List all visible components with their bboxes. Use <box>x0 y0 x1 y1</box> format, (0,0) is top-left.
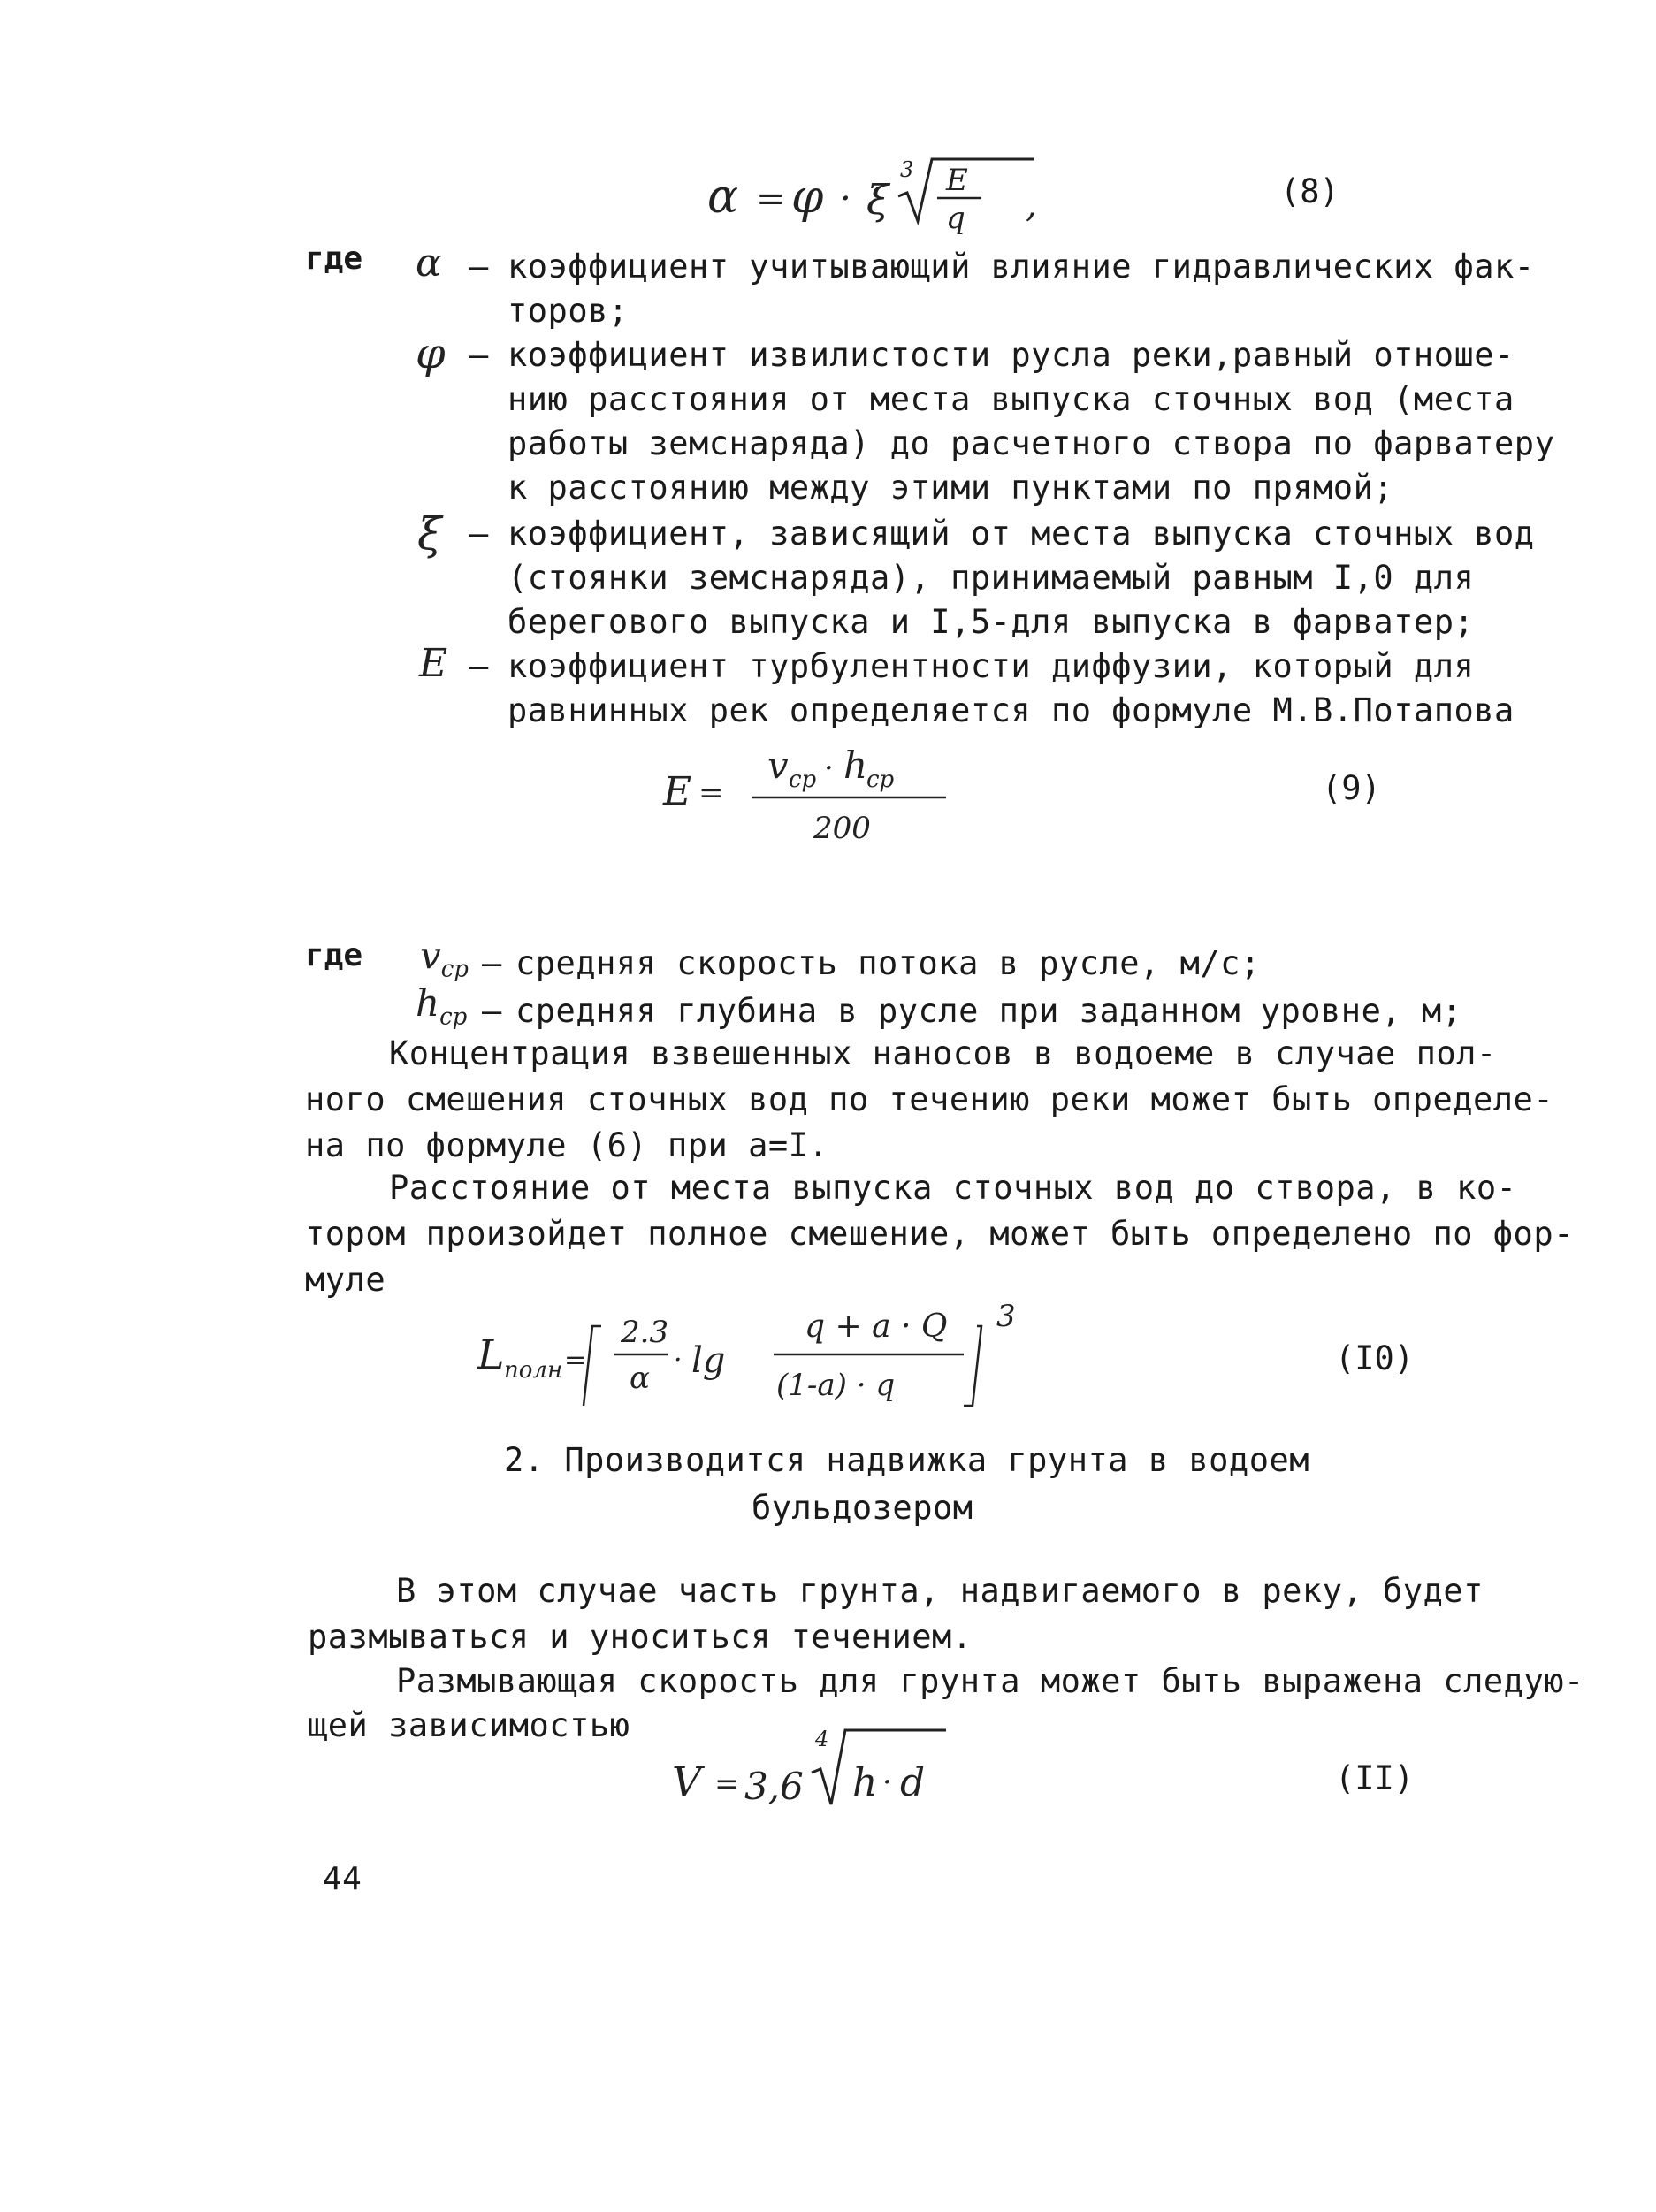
formula-10 <box>469 1291 1052 1423</box>
paragraph-4-line-1: Размывающая скорость для грунта может быть выражена следую- <box>396 1662 1584 1700</box>
formula-9-number: (9) <box>1322 769 1381 807</box>
paragraph-3-line-1: В этом случае часть грунта, надвигаемого в реку, будет <box>396 1572 1484 1610</box>
paragraph-3-line-2: размываться и уноситься течением. <box>308 1618 973 1656</box>
dash-2: – <box>469 336 489 374</box>
svg-text:α: α <box>630 1361 650 1396</box>
paragraph-1-line-2: ного смешения сточных вод по течению реки может быть определе- <box>305 1080 1554 1118</box>
svg-text:h: h <box>843 744 868 787</box>
svg-text:полн: полн <box>504 1357 563 1384</box>
svg-text:=: = <box>564 1345 587 1376</box>
definition-phi-line-4: к расстоянию между этими пунктами по прямой; <box>507 469 1394 507</box>
definition-alpha-line-1: коэффициент учитывающий влияние гидравлических фак- <box>507 248 1535 286</box>
symbol-v-cp: $v_{cp}$ <box>420 934 469 983</box>
paragraph-2-line-1: Расстояние от места выпуска сточных вод до створа, в ко- <box>389 1169 1517 1207</box>
symbol-xi: ξ <box>417 508 442 560</box>
definition-xi-line-3: берегового выпуска и I,5-для выпуска в фарватер; <box>507 603 1475 641</box>
dash-4: – <box>469 647 489 685</box>
svg-text:=: = <box>698 775 724 811</box>
svg-text:200: 200 <box>813 811 871 846</box>
definition-phi-line-1: коэффициент извилистости русла реки,равный отноше- <box>507 336 1515 374</box>
svg-text:·: · <box>840 179 851 219</box>
section-heading-line-1: 2. Производится надвижка грунта в водоем <box>504 1441 1310 1479</box>
section-heading-line-2: бульдозером <box>752 1489 973 1527</box>
svg-text:d: d <box>900 1760 926 1805</box>
svg-text:E: E <box>663 769 692 814</box>
svg-text:3: 3 <box>996 1299 1016 1334</box>
paragraph-1-line-3: на по формуле (6) при а=I. <box>305 1126 829 1164</box>
svg-text:·: · <box>674 1345 683 1376</box>
definition-e-line-1: коэффициент турбулентности диффузии, который для <box>507 647 1475 685</box>
dash-1: – <box>469 248 489 286</box>
svg-text:=: = <box>756 179 786 219</box>
definition-xi-line-1: коэффициент, зависящий от места выпуска сточных вод <box>507 515 1535 553</box>
svg-text:3,6: 3,6 <box>744 1765 804 1808</box>
symbol-h-cp: $h_{cp}$ <box>416 981 468 1031</box>
svg-text:2.3: 2.3 <box>621 1315 669 1350</box>
svg-text:(1-a) · q: (1-a) · q <box>776 1368 896 1403</box>
definition-e-line-2: равнинных рек определяется по формуле М.В.Потапова <box>507 691 1515 729</box>
page-number: 44 <box>323 1861 362 1897</box>
paragraph-4-line-2: щей зависимостью <box>308 1706 630 1744</box>
svg-text:q + a · Q: q + a · Q <box>805 1308 948 1345</box>
svg-text:q: q <box>946 201 965 236</box>
svg-text:v: v <box>767 744 789 787</box>
svg-text:·: · <box>882 1765 892 1800</box>
definition-h-cp: средняя глубина в русле при заданном уровне, м; <box>515 992 1462 1030</box>
symbol-alpha: α <box>416 240 442 286</box>
definition-alpha-line-2: торов; <box>507 292 629 330</box>
dash-3: – <box>469 515 489 553</box>
svg-text:ξ: ξ <box>866 176 889 224</box>
svg-text:h: h <box>852 1760 878 1805</box>
symbol-phi: φ <box>416 329 446 378</box>
formula-11-number: (II) <box>1335 1759 1415 1797</box>
svg-text:φ: φ <box>791 171 824 224</box>
formula-8 <box>690 141 1096 239</box>
svg-text:,: , <box>1026 185 1037 225</box>
paragraph-1-line-1: Концентрация взвешенных наносов в водоеме в случае пол- <box>389 1034 1497 1072</box>
svg-text:lg: lg <box>691 1340 726 1381</box>
definition-phi-line-2: нию расстояния от места выпуска сточных вод (места <box>507 380 1515 418</box>
formula-8-alpha: α <box>707 171 739 224</box>
svg-text:=: = <box>714 1766 740 1802</box>
formula-11 <box>663 1720 999 1817</box>
definition-phi-line-3: работы земснаряда) до расчетного створа по фарватеру <box>507 424 1555 462</box>
svg-text:L: L <box>477 1331 505 1378</box>
svg-text:cp: cp <box>789 767 817 793</box>
formula-8-number: (8) <box>1280 172 1339 210</box>
formula-10-number: (I0) <box>1335 1339 1415 1377</box>
svg-text:·: · <box>824 751 834 786</box>
formula-9 <box>654 734 973 849</box>
dash-5: – <box>482 944 502 982</box>
where-label-1: где <box>305 240 363 277</box>
svg-text:cp: cp <box>866 767 895 793</box>
definition-v-cp: средняя скорость потока в русле, м/с; <box>515 944 1261 982</box>
svg-text:3: 3 <box>900 157 914 182</box>
svg-text:V: V <box>672 1758 702 1805</box>
symbol-e: E <box>419 641 448 686</box>
dash-6: – <box>482 992 502 1030</box>
paragraph-2-line-2: тором произойдет полное смешение, может быть определено по фор- <box>305 1215 1574 1253</box>
where-label-2: где <box>305 937 363 973</box>
definition-xi-line-2: (стоянки земснаряда), принимаемый равным I,0 для <box>507 559 1475 597</box>
svg-text:4: 4 <box>815 1727 829 1751</box>
paragraph-2-line-3: муле <box>305 1261 386 1299</box>
svg-text:E: E <box>946 163 968 198</box>
